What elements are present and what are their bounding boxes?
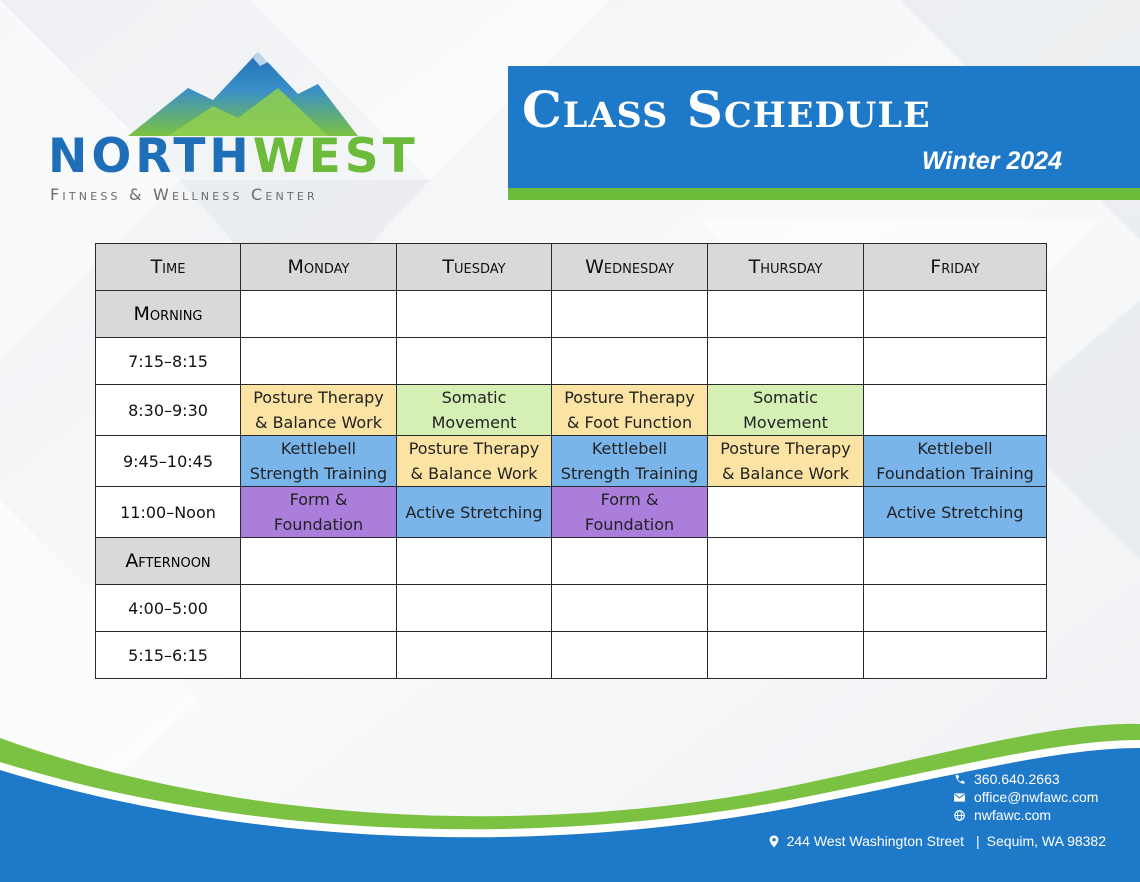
class-cell <box>397 487 552 538</box>
brand-logo <box>48 48 448 208</box>
schedule-row <box>96 585 1047 632</box>
globe-icon <box>954 807 974 823</box>
column-header-wednesday: Wednesday <box>552 244 708 291</box>
class-schedule-table <box>95 243 1047 679</box>
schedule-row <box>96 632 1047 679</box>
empty-cell <box>397 338 552 385</box>
class-cell <box>241 385 397 436</box>
class-name-line1: Posture Therapy <box>720 439 851 458</box>
class-name-line2: Foundation <box>584 515 675 534</box>
class-cell <box>397 385 552 436</box>
class-name-line1: Posture Therapy <box>564 388 695 407</box>
class-name-line1: Form & <box>289 490 348 509</box>
empty-cell <box>708 632 864 679</box>
brand-name-north: NORTH <box>48 129 253 184</box>
time-slot: 11:00–Noon <box>96 487 241 538</box>
class-cell <box>864 487 1047 538</box>
empty-cell <box>708 487 864 538</box>
brand-name-west: WEST <box>252 129 419 184</box>
column-header-thursday: Thursday <box>708 244 864 291</box>
empty-cell <box>552 538 708 585</box>
empty-cell <box>864 385 1047 436</box>
column-header-tuesday: Tuesday <box>397 244 552 291</box>
column-header-friday: Friday <box>864 244 1047 291</box>
map-pin-icon <box>769 835 779 848</box>
empty-cell <box>708 585 864 632</box>
website-link[interactable]: nwfawc.com <box>974 807 1052 823</box>
contact-email <box>954 788 1098 806</box>
time-slot: 8:30–9:30 <box>96 385 241 436</box>
class-cell <box>241 436 397 487</box>
address-separator: | <box>976 833 980 849</box>
phone-icon <box>954 771 974 787</box>
empty-cell <box>397 585 552 632</box>
empty-cell <box>397 538 552 585</box>
class-name-line1: Active Stretching <box>886 502 1024 522</box>
schedule-row <box>96 436 1047 487</box>
page-subtitle: Winter 2024 <box>921 147 1062 175</box>
phone-number[interactable]: 360.640.2663 <box>974 771 1060 787</box>
class-cell <box>241 487 397 538</box>
schedule-row <box>96 487 1047 538</box>
section-row-afternoon <box>96 538 1047 585</box>
empty-cell <box>397 291 552 338</box>
empty-cell <box>241 338 397 385</box>
section-row-morning <box>96 291 1047 338</box>
column-header-monday: Monday <box>241 244 397 291</box>
time-slot: 4:00–5:00 <box>96 585 241 632</box>
empty-cell <box>864 291 1047 338</box>
empty-cell <box>552 291 708 338</box>
empty-cell <box>864 585 1047 632</box>
class-name-line2: & Balance Work <box>255 413 382 432</box>
empty-cell <box>708 338 864 385</box>
empty-cell <box>864 632 1047 679</box>
empty-cell <box>708 538 864 585</box>
empty-cell <box>241 585 397 632</box>
class-name-line2: Foundation Training <box>876 464 1034 483</box>
address-city: Sequim, WA 98382 <box>986 833 1106 849</box>
contact-address <box>769 833 1106 849</box>
section-label-afternoon: Afternoon <box>96 538 241 585</box>
empty-cell <box>864 338 1047 385</box>
class-cell <box>708 436 864 487</box>
class-name-line1: Active Stretching <box>405 502 543 522</box>
class-name-line2: & Foot Function <box>566 413 693 432</box>
class-name-line2: Strength Training <box>560 464 699 483</box>
email-link[interactable]: office@nwfawc.com <box>974 789 1099 805</box>
class-name-line2: & Balance Work <box>410 464 538 483</box>
brand-wordmark <box>48 129 419 184</box>
time-slot: 9:45–10:45 <box>96 436 241 487</box>
class-name-line1: Somatic <box>441 388 507 407</box>
class-name-line2: Movement <box>431 413 517 432</box>
empty-cell <box>241 291 397 338</box>
column-header-time: Time <box>96 244 241 291</box>
empty-cell <box>241 632 397 679</box>
class-name-line1: Kettlebell <box>591 439 668 458</box>
mail-icon <box>954 789 974 805</box>
schedule-row <box>96 385 1047 436</box>
address-street: 244 West Washington Street <box>786 833 965 849</box>
class-cell <box>552 436 708 487</box>
table-header-row <box>96 244 1047 291</box>
class-name-line1: Somatic <box>753 388 818 407</box>
empty-cell <box>552 338 708 385</box>
class-name-line1: Kettlebell <box>280 439 357 458</box>
class-name-line2: & Balance Work <box>722 464 849 483</box>
empty-cell <box>397 632 552 679</box>
contact-website <box>954 806 1098 824</box>
time-slot: 7:15–8:15 <box>96 338 241 385</box>
class-name-line1: Posture Therapy <box>253 388 384 407</box>
page-title: Class Schedule <box>522 80 931 139</box>
brand-tagline: Fitness & Wellness Center <box>50 185 318 204</box>
time-slot: 5:15–6:15 <box>96 632 241 679</box>
class-name-line2: Movement <box>743 413 828 432</box>
empty-cell <box>241 538 397 585</box>
class-cell <box>864 436 1047 487</box>
class-name-line1: Posture Therapy <box>408 439 540 458</box>
class-name-line2: Foundation <box>273 515 364 534</box>
schedule-row <box>96 338 1047 385</box>
contact-phone <box>954 770 1098 788</box>
class-cell <box>397 436 552 487</box>
empty-cell <box>552 632 708 679</box>
section-label-morning: Morning <box>96 291 241 338</box>
empty-cell <box>552 585 708 632</box>
mountain-logo-icon <box>128 48 358 138</box>
class-cell <box>552 487 708 538</box>
class-name-line2: Strength Training <box>249 464 388 483</box>
class-name-line1: Form & <box>600 490 659 509</box>
class-name-line1: Kettlebell <box>917 439 993 458</box>
title-banner-stripe <box>508 188 1140 200</box>
class-cell <box>552 385 708 436</box>
contact-info <box>954 770 1098 824</box>
empty-cell <box>864 538 1047 585</box>
empty-cell <box>708 291 864 338</box>
class-cell <box>708 385 864 436</box>
